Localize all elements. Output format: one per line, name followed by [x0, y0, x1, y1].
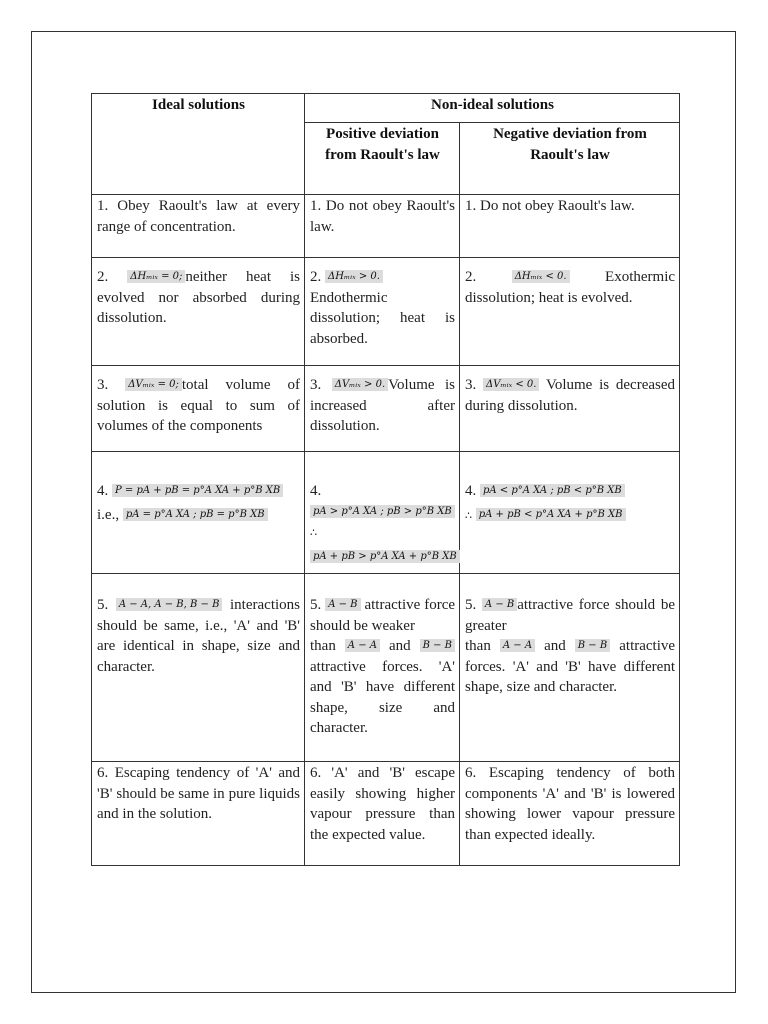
equation: pA + pB > p°A XA + p°B XB	[310, 550, 460, 563]
cell-ideal-6: 6. Escaping tendency of 'A' and 'B' should be same in pure liquids and in the solution.	[92, 762, 305, 866]
cell-negative-2: 2. ΔHₘᵢₓ < 0. Exothermic dissolution; heat is evolved.	[460, 258, 680, 366]
equation: B − B	[575, 639, 610, 652]
cell-negative-6: 6. Escaping tendency of both components 'A' and 'B' is lowered showing lower vapour pressure than expected ideally.	[460, 762, 680, 866]
cell-ideal-1: 1. Obey Raoult's law at every range of concentration.	[92, 195, 305, 258]
table-row	[92, 258, 680, 366]
equation: ΔVₘᵢₓ = 0;	[125, 378, 182, 391]
equation: B − B	[420, 639, 455, 652]
table-row	[92, 452, 680, 574]
cell-positive-1: 1. Do not obey Raoult's law.	[305, 195, 460, 258]
cell-negative-5: 5. A − B attractive force should be greater than A − A and B − B attractive forces. 'A' and 'B' have different shape, size and character.	[460, 574, 680, 762]
equation: pA + pB < p°A XA + p°B XB	[476, 508, 626, 521]
equation: ΔHₘᵢₓ > 0.	[325, 270, 383, 283]
cell-ideal-2: 2. ΔHₘᵢₓ = 0; neither heat is evolved nor absorbed during dissolution.	[92, 258, 305, 366]
equation: ΔVₘᵢₓ < 0.	[483, 378, 539, 391]
cell-negative-4: 4. pA < p°A XA ; pB < p°B XB ∴ pA + pB < p°A XA + p°B XB	[460, 452, 680, 574]
equation: A − A, A − B, B − B	[116, 598, 223, 611]
cell-positive-6: 6. 'A' and 'B' escape easily showing higher vapour pressure than the expected value.	[305, 762, 460, 866]
cell-negative-1: 1. Do not obey Raoult's law.	[460, 195, 680, 258]
cell-ideal-5: 5. A − A, A − B, B − B interactions should be same, i.e., 'A' and 'B' are identical in shape, size and character.	[92, 574, 305, 762]
header-negative: Negative deviation from Raoult's law	[460, 123, 680, 195]
comparison-table	[91, 93, 680, 866]
equation: ΔVₘᵢₓ > 0.	[332, 378, 388, 391]
equation: pA < p°A XA ; pB < p°B XB	[480, 484, 625, 497]
equation: P = pA + pB = p°A XA + p°B XB	[112, 484, 283, 497]
equation: pA = p°A XA ; pB = p°B XB	[123, 508, 268, 521]
cell-positive-3: 3. ΔVₘᵢₓ > 0. Volume is increased after dissolution.	[305, 366, 460, 452]
equation: ΔHₘᵢₓ = 0;	[127, 270, 185, 283]
table-row	[92, 195, 680, 258]
therefore-symbol: ∴	[465, 509, 472, 522]
header-nonideal: Non-ideal solutions	[305, 94, 680, 123]
cell-positive-4: 4. pA > p°A XA ; pB > p°B XB ∴ pA + pB > p°A XA + p°B XB	[305, 452, 460, 574]
cell-negative-3: 3. ΔVₘᵢₓ < 0. Volume is decreased during dissolution.	[460, 366, 680, 452]
header-ideal: Ideal solutions	[92, 94, 305, 195]
equation: A − B	[482, 598, 517, 611]
therefore-symbol: ∴	[310, 527, 317, 539]
equation: A − A	[500, 639, 535, 652]
table-row	[92, 762, 680, 866]
cell-ideal-3: 3. ΔVₘᵢₓ = 0; total volume of solution is equal to sum of volumes of the components	[92, 366, 305, 452]
table-row	[92, 574, 680, 762]
cell-positive-5: 5. A − B attractive force should be weaker than A − A and B − B attractive forces. 'A' and 'B' have different shape, size and character.	[305, 574, 460, 762]
equation: A − B	[325, 598, 360, 611]
equation: ΔHₘᵢₓ < 0.	[512, 270, 570, 283]
equation: pA > p°A XA ; pB > p°B XB	[310, 505, 455, 518]
table-row	[92, 366, 680, 452]
equation: A − A	[345, 639, 380, 652]
cell-ideal-4: 4. P = pA + pB = p°A XA + p°B XBi.e., pA = p°A XA ; pB = p°B XB	[92, 452, 305, 574]
header-positive: Positive deviation from Raoult's law	[305, 123, 460, 195]
cell-positive-2: 2. ΔHₘᵢₓ > 0. Endothermic dissolution; heat is absorbed.	[305, 258, 460, 366]
